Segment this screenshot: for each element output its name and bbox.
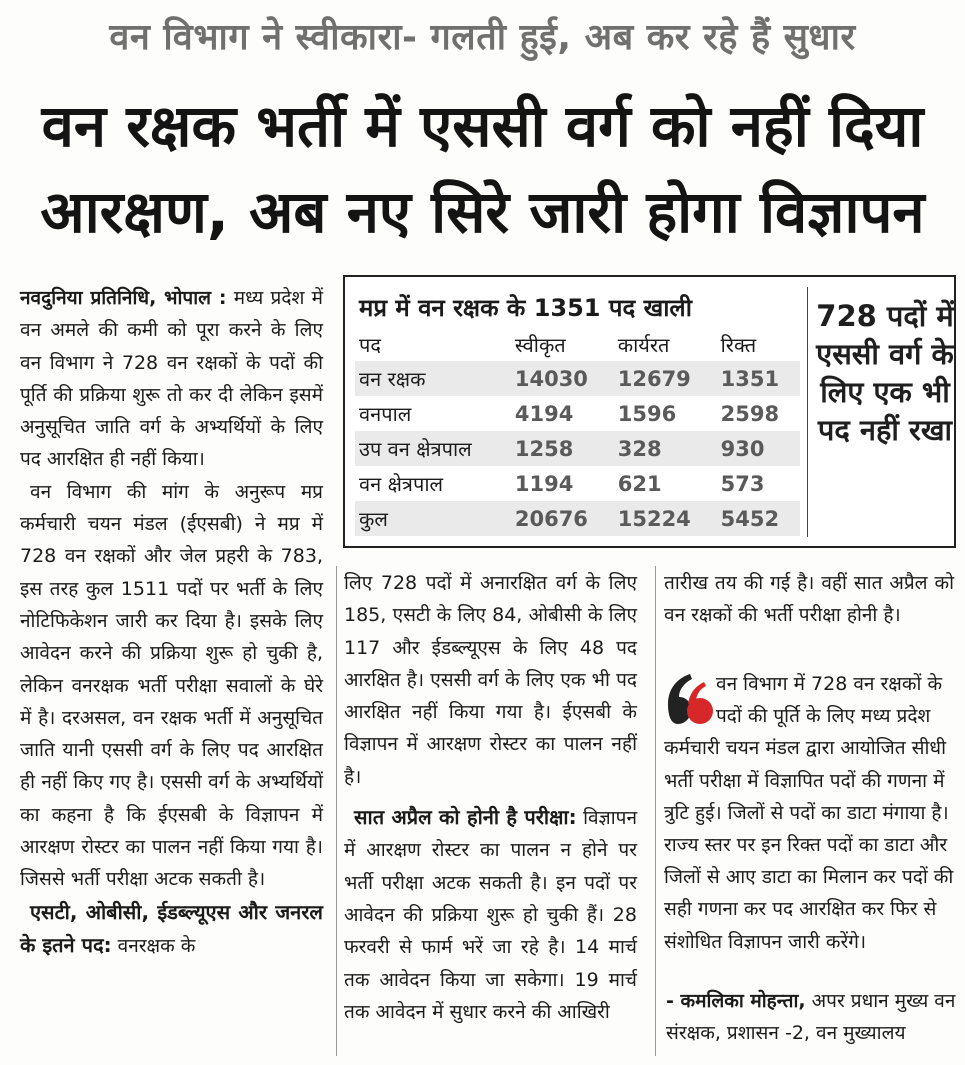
sidenote-callout: 728 पदों में एससी वर्ग के लिए एक भी पद नहीं रखा (816, 299, 954, 447)
dateline: नवदुनिया प्रतिनिधि, भोपाल : (20, 287, 227, 309)
article-column-3 (664, 567, 954, 632)
headline-line-1: वन रक्षक भर्ती में एससी वर्ग को नहीं दिया (41, 92, 924, 160)
headline-line-2: आरक्षण, अब नए सिरे जारी होगा विज्ञापन (40, 178, 925, 246)
table-row (355, 396, 800, 431)
table-header-row (355, 327, 800, 361)
cell-vacant: 5452 (717, 501, 800, 536)
column-divider (336, 566, 337, 1056)
subheading: सात अप्रैल को होनी है परीक्षा: (354, 805, 577, 830)
kicker-headline: वन विभाग ने स्वीकारा- गलती हुई, अब कर रहे हैं सुधार (109, 17, 856, 58)
quote-line: वन विभाग में 728 वन रक्षकों के (716, 673, 943, 695)
paragraph-text: विज्ञापन में आरक्षण रोस्टर का पालन न होने पर भर्ती परीक्षा अटक सकती है। इन पदों पर आवेदन की प्रक्रिया शुरू हो चुकी हैं। 28 फरवरी से फार्म भरें जा रहे है। 14 मार्च तक आवेदन किया जा सकेगा। 19 मार्च तक आवेदन में सुधार करने की आखिरी (344, 807, 637, 1023)
attribution-name: - कमलिका मोहन्ता, (666, 990, 806, 1012)
article-paragraph: तारीख तय की गई है। वहीं सात अप्रैल को वन रक्षकों की भर्ती परीक्षा होनी है। (664, 572, 954, 627)
header-sanctioned: स्वीकृत (514, 332, 566, 357)
paragraph-text: वनरक्षक के (117, 934, 196, 957)
table-row-total (355, 501, 800, 536)
cell-working: 328 (614, 431, 717, 466)
quote-body: कर्मचारी चयन मंडल द्वारा आयोजित सीधी भर्ती परीक्षा में विज्ञापित पदों की गणना में त्रुटि हुई। जिलों से पदों का डाटा मंगाया है। राज्य स्तर पर इन रिक्त पदों का डाटा और जिलों से आए डाटा का मिलान कर पदों की सही गणना कर पद आरक्षित कर फिर से संशोधित विज्ञापन जारी करेंगे। (664, 737, 954, 953)
cell-sanctioned: 14030 (511, 361, 614, 396)
article-paragraph: लिए 728 पदों में अनारक्षित वर्ग के लिए 185, एसटी के लिए 84, ओबीसी के लिए 117 और ईडब्ल्यूएस के लिए 48 पद आरक्षित है। एससी वर्ग के लिए एक भी पद आरक्षित नहीं किया गया है। ईएसबी के विज्ञापन में आरक्षण रोस्टर का पालन नहीं है। (344, 572, 637, 788)
attribution-title: अपर प्रधान मुख्य वन संरक्षक, प्रशासन -2, वन मुख्यालय (666, 990, 956, 1044)
table-row (355, 431, 800, 466)
subheading: एसटी, ओबीसी, ईडब्ल्यूएस और जनरल के इतने पद: (20, 899, 323, 957)
table-row (355, 466, 800, 501)
cell-sanctioned: 20676 (511, 501, 614, 536)
cell-vacant: 573 (720, 471, 765, 496)
header-vacant: रिक्त (720, 332, 757, 357)
paragraph-text: मध्य प्रदेश में वन अमले की कमी को पूरा करने के लिए वन विभाग ने 728 वन रक्षकों के पदों की पूर्ति की प्रक्रिया शुरू तो कर दी लेकिन इसमें अनुसूचित जाति वर्ग के अभ्यर्थियों के लिए पद आरक्षित ही नहीं किया। (20, 287, 323, 471)
cell-vacant: 1351 (717, 361, 800, 396)
article-paragraph (20, 282, 323, 476)
column-divider (655, 566, 656, 1056)
cell-post: उप वन क्षेत्रपाल (355, 431, 511, 466)
quote-line: पदों की पूर्ति के लिए मध्य प्रदेश (716, 705, 931, 728)
table-title: मप्र में वन रक्षक के 1351 पद खाली (359, 294, 692, 322)
article-paragraph (344, 801, 637, 1028)
cell-sanctioned: 1258 (511, 431, 614, 466)
cell-post: वन रक्षक (355, 361, 511, 396)
header-working: कार्यरत (617, 332, 670, 357)
cell-post: वन क्षेत्रपाल (359, 472, 444, 496)
vacancy-table (355, 327, 800, 536)
quote-attribution (666, 985, 958, 1049)
table-row (355, 361, 800, 396)
article-paragraph (20, 896, 323, 963)
cell-working: 621 (617, 471, 662, 496)
article-paragraph: वन विभाग की मांग के अनुरूप मप्र कर्मचारी चयन मंडल (ईएसबी) ने मप्र में 728 वन रक्षकों और जेल प्रहरी के 783, इस तरह कुल 1511 पदों पर भर्ती के लिए नोटिफिकेशन जारी कर दिया है। इसके लिए आवेदन करने की प्रक्रिया शुरू हो चुकी है, लेकिन वनरक्षक भर्ती परीक्षा सवालों के घेरे में है। दरअसल, वन रक्षक भर्ती में अनुसूचित जाति यानी एससी वर्ग के लिए पद आरक्षित ही नहीं किए गए है। एससी वर्ग के अभ्यर्थियों का कहना है कि ईएसबी के विज्ञापन में आरक्षण रोस्टर का पालन नहीं किया गया है। जिससे भर्ती परीक्षा अटक सकती है। (20, 480, 323, 891)
cell-post: वनपाल (359, 402, 412, 426)
header-post: पद (359, 332, 381, 357)
article-column-2 (344, 567, 637, 1028)
cell-working: 12679 (614, 361, 717, 396)
pull-quote (664, 668, 956, 958)
cell-vacant: 2598 (720, 401, 780, 426)
table-divider (807, 287, 808, 537)
article-column-1 (20, 282, 323, 962)
cell-post: कुल (355, 501, 511, 536)
cell-sanctioned: 1194 (514, 471, 574, 496)
cell-sanctioned: 4194 (514, 401, 574, 426)
cell-working: 15224 (614, 501, 717, 536)
cell-vacant: 930 (717, 431, 800, 466)
vacancy-table-box (343, 275, 956, 548)
cell-working: 1596 (617, 401, 677, 426)
